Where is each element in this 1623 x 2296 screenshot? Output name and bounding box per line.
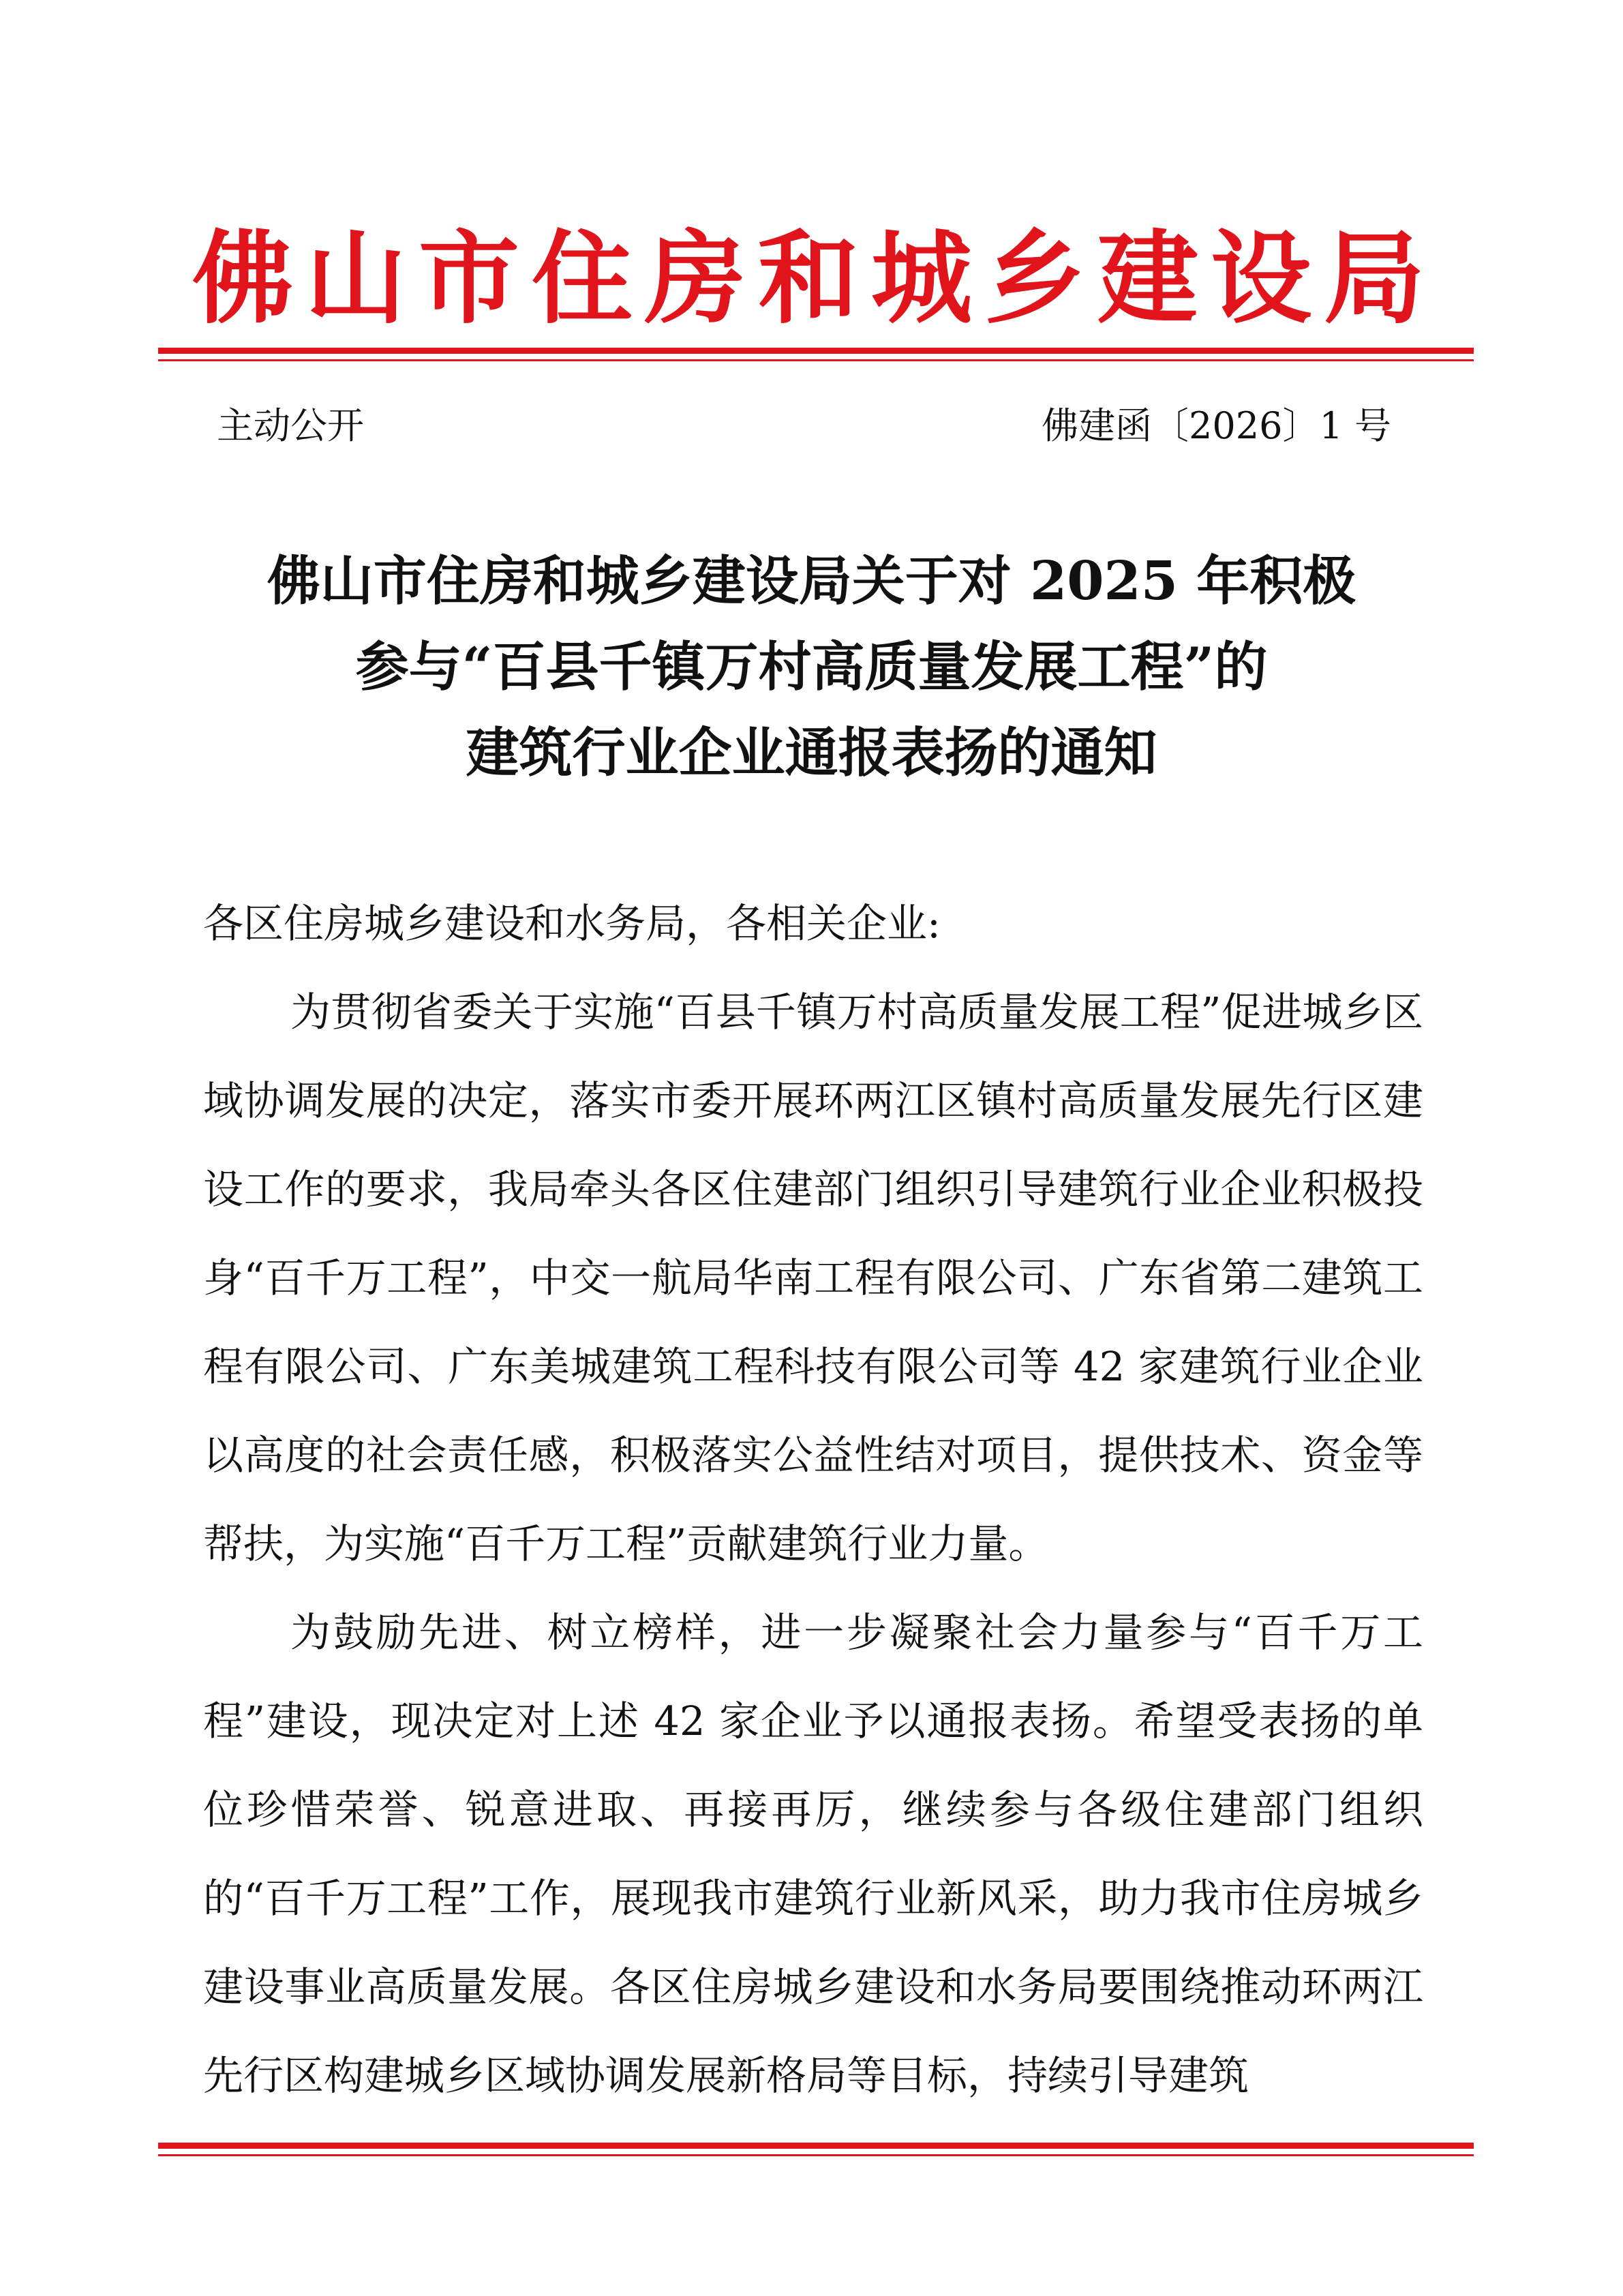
- body-paragraph-2: 为鼓励先进、树立榜样，进一步凝聚社会力量参与“百千万工程”建设，现决定对上述 42 家企业予以通报表扬。希望受表扬的单位珍惜荣誉、锐意进取、再接再厉，继续参与各级住建部门组织的“百千万工程”工作，展现我市建筑行业新风采，助力我市住房城乡建设事业高质量发展。各区住房城乡建设和水务局要围绕推动环两江先行区构建城乡区域协调发展新格局等目标，持续引导建筑: [203, 1609, 1423, 2099]
- body-paragraph-1: 为贯彻省委关于实施“百县千镇万村高质量发展工程”促进城乡区域协调发展的决定，落实市委开展环两江区镇村高质量发展先行区建设工作的要求，我局牵头各区住建部门组织引导建筑行业企业积极投身“百千万工程”，中交一航局华南工程有限公司、广东省第二建筑工程有限公司、广东美城建筑工程科技有限公司等 42 家建筑行业企业以高度的社会责任感，积极落实公益性结对项目，提供技术、资金等帮扶，为实施“百千万工程”贡献建筑行业力量。: [203, 988, 1423, 1567]
- top-red-rule-thick: [158, 348, 1474, 354]
- bottom-red-rule-thick: [158, 2143, 1474, 2149]
- bottom-red-rule-thin: [158, 2154, 1474, 2156]
- title-line-3: 建筑行业企业通报表扬的通知: [466, 722, 1157, 784]
- document-title: [191, 539, 1432, 796]
- title-line-2: 参与“百县千镇万村高质量发展工程”的: [355, 636, 1268, 698]
- document-number: 佛建函〔2026〕1 号: [1042, 404, 1391, 447]
- title-line-1: 佛山市住房和城乡建设局关于对 2025 年积极: [267, 550, 1356, 612]
- agency-masthead: 佛山市住房和城乡建设局: [192, 219, 1437, 337]
- document-body: [203, 879, 1423, 2120]
- salutation: 各区住房城乡建设和水务局，各相关企业:: [203, 900, 941, 947]
- top-red-rule-thin: [158, 359, 1474, 361]
- disclosure-label: 主动公开: [217, 404, 364, 447]
